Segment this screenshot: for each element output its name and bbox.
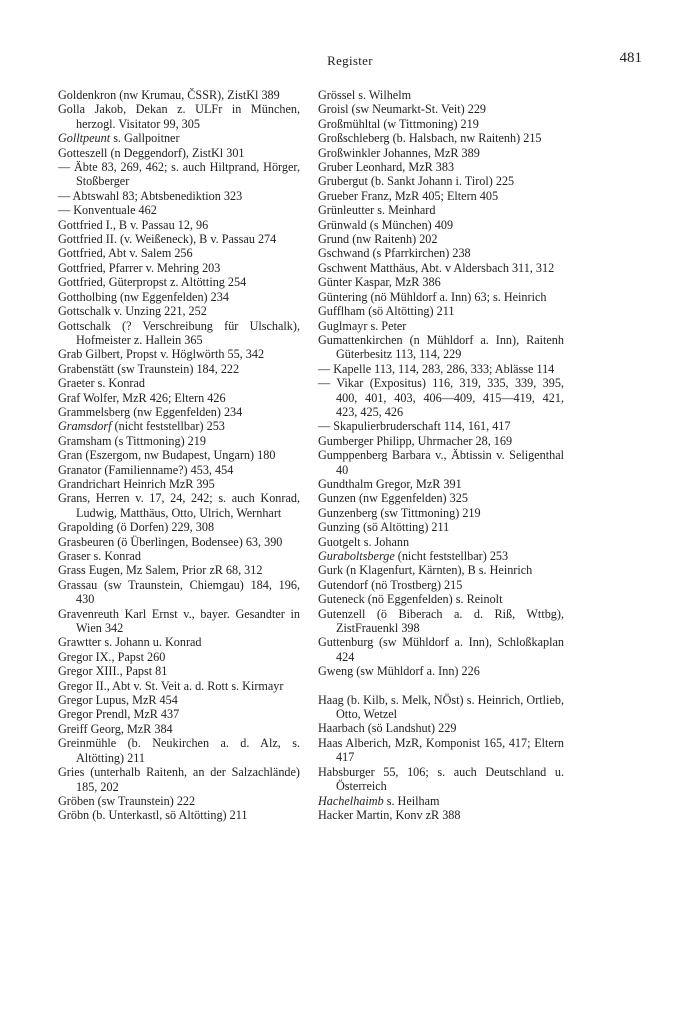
index-term: Gregor <box>58 678 93 693</box>
index-entry <box>58 736 300 765</box>
index-entry <box>58 102 300 131</box>
index-term: Gweng <box>318 664 354 679</box>
index-entry <box>318 362 564 376</box>
index-detail: (nw Raitenh) 202 <box>349 232 438 247</box>
index-entry <box>318 319 564 333</box>
index-term: Granator <box>58 462 102 477</box>
index-detail: Gilbert, Propst v. Höglwörth 55, 342 <box>82 347 265 362</box>
index-entry <box>318 261 564 275</box>
index-detail: (sw Traunstein) 184, 222 <box>114 361 240 376</box>
index-detail: Franz, MzR 405; Eltern 405 <box>357 188 499 203</box>
index-entry <box>318 535 564 549</box>
index-entry <box>318 491 564 505</box>
index-entry <box>318 578 564 592</box>
index-term: Greinmühle <box>58 736 117 751</box>
index-detail: (sw Mühldorf a. Inn) 226 <box>353 664 480 679</box>
index-term: Gottschalk <box>58 318 111 333</box>
index-detail: Johannes, MzR 389 <box>380 145 480 160</box>
index-detail: Jakob, Dekan z. ULFr in München, herzogl. Visitator 99, 305 <box>76 102 300 131</box>
index-term: — <box>318 376 331 391</box>
index-entry <box>58 405 300 419</box>
index-entry <box>318 275 564 289</box>
index-term: Gröbn <box>58 808 90 823</box>
index-term: Habsburger <box>318 764 375 779</box>
index-entry <box>58 88 300 102</box>
index-detail: (b. Unterkastl, sö Altötting) 211 <box>89 808 248 823</box>
index-entry <box>318 88 564 102</box>
index-entry <box>58 477 300 491</box>
index-entry <box>318 203 564 217</box>
index-detail: (? Verschreibung für Ulschalk), Hofmeister z. Hallein 365 <box>76 318 300 347</box>
index-detail: Skapulierbruderschaft 114, 161, 417 <box>330 419 511 434</box>
index-entry <box>58 434 300 448</box>
index-entry <box>58 189 300 203</box>
index-detail: Alberich, MzR, Komponist 165, 417; Eltern 417 <box>336 735 564 765</box>
index-term: Gunzing <box>318 520 360 535</box>
index-term: Guglmayr <box>318 318 368 333</box>
index-term: Gumppenberg <box>318 448 388 463</box>
index-detail: (sw Tittmoning) 219 <box>377 505 481 520</box>
index-term: Güntering <box>318 289 368 304</box>
index-entry <box>318 160 564 174</box>
index-detail: (n Klagenfurt, Kärnten), B s. Heinrich <box>343 563 533 578</box>
index-detail: (nicht feststellbar) 253 <box>394 549 509 563</box>
index-detail: (sw Traunstein) 222 <box>94 793 196 808</box>
index-entry <box>58 808 300 822</box>
index-detail: (sw Neumarkt-St. Veit) 229 <box>348 102 487 117</box>
index-detail: Leonhard, MzR 383 <box>352 160 455 175</box>
index-term: Guttenburg <box>318 635 374 650</box>
index-term: Groisl <box>318 102 349 117</box>
index-term: Guteneck <box>318 592 365 607</box>
index-detail: (sö Landshut) 229 <box>364 721 457 736</box>
index-entry <box>318 607 564 636</box>
index-detail: (sw Traunstein, Chiemgau) 184, 196, 430 <box>76 577 300 607</box>
index-term: Gottfried <box>58 232 103 247</box>
index-entry <box>318 664 564 678</box>
index-term: Hacker <box>318 807 354 822</box>
index-term: Gries <box>58 765 85 780</box>
index-entry <box>58 650 300 664</box>
index-detail: (b. Halsbach, nw Raitenh) 215 <box>389 131 542 146</box>
index-detail: (Familienname?) 453, 454 <box>101 462 234 477</box>
index-entry <box>318 232 564 246</box>
index-detail: (nw Krumau, ČSSR), ZistKl 389 <box>116 88 280 102</box>
index-detail: (s München) 409 <box>366 217 454 232</box>
index-term: Günter <box>318 275 352 290</box>
index-entry <box>318 592 564 606</box>
index-term: Gramsham <box>58 433 112 448</box>
index-entry <box>318 333 564 362</box>
index-detail: (sö Altötting) 211 <box>359 520 450 535</box>
index-term: — <box>58 203 71 218</box>
index-detail: (nö Mühldorf a. Inn) 63; s. Heinrich <box>367 289 547 304</box>
index-term: Gregor <box>58 664 93 679</box>
index-term: Gottholbing <box>58 289 117 304</box>
index-term: Haag <box>318 692 344 707</box>
index-entry <box>58 679 300 693</box>
index-detail: s. Wilhelm <box>355 88 412 102</box>
index-detail: Kapelle 113, 114, 283, 286, 333; Ablässe 114 <box>330 361 555 376</box>
index-term: Grünwald <box>318 217 367 232</box>
index-detail: Karl Ernst v., bayer. Gesandter in Wien 342 <box>76 606 300 636</box>
index-term: Gottfried, <box>58 275 106 290</box>
index-entry <box>318 290 564 304</box>
index-entry <box>318 376 564 419</box>
index-term: Gunzenberg <box>318 505 378 520</box>
index-detail: s. Peter <box>367 318 407 333</box>
index-detail: Abtswahl 83; Abtsbenediktion 323 <box>70 188 243 203</box>
index-entry <box>58 693 300 707</box>
index-term: Gumattenkirchen <box>318 332 403 347</box>
index-entry <box>58 261 300 275</box>
index-detail: Konventuale 462 <box>70 203 157 218</box>
index-term: — <box>318 419 331 434</box>
index-detail: Güterpropst z. Altötting 254 <box>105 275 247 290</box>
index-detail: (n Deggendorf), ZistKl 301 <box>107 145 245 160</box>
index-detail: s. Konrad <box>90 549 141 563</box>
index-entry <box>318 189 564 203</box>
index-detail: Lupus, MzR 454 <box>92 693 178 708</box>
index-entry <box>58 491 300 520</box>
index-entry <box>58 391 300 405</box>
index-detail: (w Tittmoning) 219 <box>380 116 479 131</box>
index-detail: (b. Sankt Johann i. Tirol) 225 <box>367 174 515 189</box>
index-detail: Georg, MzR 384 <box>87 721 173 736</box>
index-entry <box>318 419 564 433</box>
index-term: Graf <box>58 390 81 405</box>
index-term: Grab <box>58 347 83 362</box>
index-entry <box>318 117 564 131</box>
index-entry <box>58 218 300 232</box>
index-detail: (ö Biberach a. d. Riß, Wttbg), ZistFrauenkl 398 <box>336 606 564 636</box>
index-term: Gottfried, <box>58 246 106 261</box>
index-term: Gröben <box>58 793 95 808</box>
index-detail: Gregor, MzR 391 <box>372 476 462 491</box>
index-detail: (nw Eggenfelden) 325 <box>355 491 468 506</box>
index-term: Grans, <box>58 491 91 506</box>
index-term: Grandrichart <box>58 476 121 491</box>
index-detail: II. (v. Weißeneck), B v. Passau 274 <box>102 232 277 247</box>
index-term: Gregor <box>58 693 93 708</box>
index-detail: (b. Kilb, s. Melk, NÖst) s. Heinrich, Ortlieb, Otto, Wetzel <box>336 692 564 722</box>
index-entry <box>58 765 300 794</box>
index-entry <box>318 563 564 577</box>
index-detail: Eugen, Mz Salem, Prior zR 68, 312 <box>85 563 263 578</box>
index-detail: Äbte 83, 269, 462; s. auch Hiltprand, Hörger, Stoßberger <box>70 160 300 189</box>
index-detail: Pfarrer v. Mehring 203 <box>105 260 221 275</box>
index-entry <box>318 506 564 520</box>
index-entry <box>58 319 300 348</box>
index-detail: (nö Trostberg) 215 <box>368 577 463 592</box>
index-entry <box>58 520 300 534</box>
index-term: Greiff <box>58 721 88 736</box>
index-detail: Prendl, MzR 437 <box>92 707 180 722</box>
index-term: Gravenreuth <box>58 606 119 621</box>
index-entry <box>58 246 300 260</box>
index-detail: s. Meinhard <box>374 203 436 218</box>
index-entry <box>58 563 300 577</box>
index-detail: Barbara v., Äbtissin v. Seligenthal 40 <box>336 448 564 477</box>
index-entry <box>58 707 300 721</box>
index-detail: (Eszergom, nw Budapest, Ungarn) 180 <box>82 448 276 463</box>
index-entry <box>58 376 300 390</box>
index-term: Gunzen <box>318 491 356 506</box>
index-detail: (n Mühldorf a. Inn), Raitenh Güterbesitz 113, 114, 229 <box>336 332 564 362</box>
index-detail: II., Abt v. St. Veit a. d. Rott s. Kirmayr <box>92 678 284 693</box>
index-detail: Kaspar, MzR 386 <box>351 275 441 290</box>
index-entry <box>58 146 300 160</box>
index-detail: Philipp, Uhrmacher 28, 169 <box>373 433 513 448</box>
index-term: Graeter <box>58 376 95 391</box>
index-term: Hachelhaimb <box>318 793 384 808</box>
index-detail: XIII., Papst 81 <box>92 664 168 679</box>
index-term: Gotteszell <box>58 145 108 160</box>
index-term: — <box>58 160 71 175</box>
index-entry <box>318 520 564 534</box>
index-entry <box>58 448 300 462</box>
index-entry <box>318 635 564 664</box>
index-term: Guraboltsberge <box>318 549 395 563</box>
index-entry <box>58 664 300 678</box>
index-term: Gundthalm <box>318 476 373 491</box>
index-term: Gran <box>58 448 83 463</box>
right-column <box>318 88 564 822</box>
index-term: Gufflham <box>318 304 366 319</box>
index-detail: (ö Überlingen, Bodensee) 63, 390 <box>114 534 283 549</box>
index-entry <box>58 419 300 433</box>
index-term: Gumberger <box>318 433 374 448</box>
index-term: Grubergut <box>318 174 368 189</box>
index-entry <box>58 160 300 189</box>
index-term: Gutendorf <box>318 577 369 592</box>
index-term: Gschwand <box>318 246 370 261</box>
running-header <box>58 50 642 72</box>
index-term: Grapolding <box>58 520 114 535</box>
index-term: Gottschalk <box>58 304 111 319</box>
index-term: Grabenstätt <box>58 361 115 376</box>
index-detail: (b. Neukirchen a. d. Alz, s. Altötting) 211 <box>76 736 300 765</box>
page-number: 481 <box>619 50 642 66</box>
index-detail: Herren v. 17, 24, 242; s. auch Konrad, Ludwig, Matthäus, Otto, Ulrich, Wernhart <box>76 491 300 520</box>
index-term: Gregor <box>58 649 93 664</box>
index-entry <box>58 232 300 246</box>
left-column <box>58 88 300 823</box>
index-entry <box>318 693 564 722</box>
running-title: Register <box>327 53 373 68</box>
index-detail: s. Johann <box>360 534 410 549</box>
index-term: Gottfried, <box>58 260 106 275</box>
index-term: Goldenkron <box>58 88 117 102</box>
index-entry <box>58 203 300 217</box>
index-entry <box>58 535 300 549</box>
index-detail: (nw Eggenfelden) 234 <box>130 404 243 419</box>
index-entry <box>318 102 564 116</box>
index-entry <box>58 578 300 607</box>
index-entry <box>58 131 300 145</box>
index-term: Grünleutter <box>318 203 375 218</box>
index-detail: 55, 106; s. auch Deutschland u. Österreich <box>336 764 564 794</box>
index-detail: IX., Papst 260 <box>92 649 166 664</box>
index-detail: Vikar (Expositus) 116, 319, 335, 339, 395, 400, 401, 403, 406—409, 415—419, 421, 423, 425, 426 <box>330 376 564 419</box>
index-term: Gramsdorf <box>58 419 112 434</box>
index-term: Großwinkler <box>318 145 381 160</box>
index-entry <box>58 607 300 636</box>
index-entry <box>318 549 564 563</box>
index-term: Grawtter <box>58 635 102 650</box>
index-detail: (sw Mühldorf a. Inn), Schloßkaplan 424 <box>336 635 564 664</box>
index-entry <box>58 347 300 361</box>
index-detail: v. Unzing 221, 252 <box>110 304 207 319</box>
index-detail: (s Pfarrkirchen) 238 <box>369 246 471 261</box>
index-entry <box>318 721 564 735</box>
index-detail: Abt v. Salem 256 <box>105 246 193 261</box>
index-term: Golltpeunt <box>58 131 111 146</box>
index-entry <box>318 246 564 260</box>
index-term: Haas <box>318 735 343 750</box>
index-entry <box>58 794 300 808</box>
index-detail: (nicht feststellbar) 253 <box>111 419 225 434</box>
index-entry <box>318 477 564 491</box>
index-detail: (unterhalb Raitenh, an der Salzachlände) 185, 202 <box>76 765 300 794</box>
index-detail: s. Konrad <box>94 376 145 391</box>
index-entry <box>58 549 300 563</box>
index-entry <box>58 275 300 289</box>
index-entry <box>58 463 300 477</box>
index-term: — <box>318 361 331 376</box>
index-term: Grueber <box>318 188 358 203</box>
index-entry <box>318 174 564 188</box>
index-term: Gschwent <box>318 260 367 275</box>
index-detail: Martin, Konv zR 388 <box>353 807 461 822</box>
index-entry <box>58 290 300 304</box>
index-term: Gottfried <box>58 217 103 232</box>
index-term: Gurk <box>318 563 344 578</box>
index-term: Großmühltal <box>318 116 381 131</box>
index-detail: Wolfer, MzR 426; Eltern 426 <box>80 390 226 405</box>
index-term: Guotgelt <box>318 534 361 549</box>
index-detail: s. Heilham <box>383 793 440 808</box>
index-term: Golla <box>58 102 86 117</box>
index-term: Haarbach <box>318 721 365 736</box>
index-entry <box>318 434 564 448</box>
index-detail: (nw Eggenfelden) 234 <box>116 289 229 304</box>
index-entry <box>58 304 300 318</box>
index-term: Gutenzell <box>318 606 366 621</box>
index-term: Grass <box>58 563 86 578</box>
index-entry <box>58 362 300 376</box>
index-entry <box>318 304 564 318</box>
index-detail: (nö Eggenfelden) s. Reinolt <box>364 592 503 607</box>
index-entry <box>58 635 300 649</box>
index-term: Grund <box>318 232 350 247</box>
index-detail: Heinrich MzR 395 <box>120 476 215 491</box>
index-entry <box>318 218 564 232</box>
index-entry <box>318 794 564 808</box>
index-detail: (s Tittmoning) 219 <box>111 433 206 448</box>
index-detail: (ö Dorfen) 229, 308 <box>113 520 215 535</box>
index-detail: Matthäus, Abt. v Aldersbach 311, 312 <box>366 260 555 275</box>
index-detail: s. Johann u. Konrad <box>101 635 202 650</box>
index-term: Gregor <box>58 707 93 722</box>
index-entry <box>318 131 564 145</box>
index-term: Gruber <box>318 160 353 175</box>
index-detail: I., B v. Passau 12, 96 <box>102 217 209 232</box>
index-term: Grassau <box>58 577 98 592</box>
index-term: — <box>58 188 71 203</box>
index-entry <box>318 448 564 477</box>
index-term: Grössel <box>318 88 356 102</box>
index-detail: (sö Altötting) 211 <box>365 304 455 319</box>
index-term: Grasbeuren <box>58 534 115 549</box>
index-entry <box>318 146 564 160</box>
index-entry <box>318 765 564 794</box>
index-detail: s. Gallpoitner <box>110 131 180 146</box>
index-entry <box>318 808 564 822</box>
index-term: Grammelsberg <box>58 404 131 419</box>
index-term: Graser <box>58 549 91 563</box>
index-entry <box>318 736 564 765</box>
index-term: Großschleberg <box>318 131 390 146</box>
section-gap <box>318 679 564 693</box>
index-entry <box>58 722 300 736</box>
